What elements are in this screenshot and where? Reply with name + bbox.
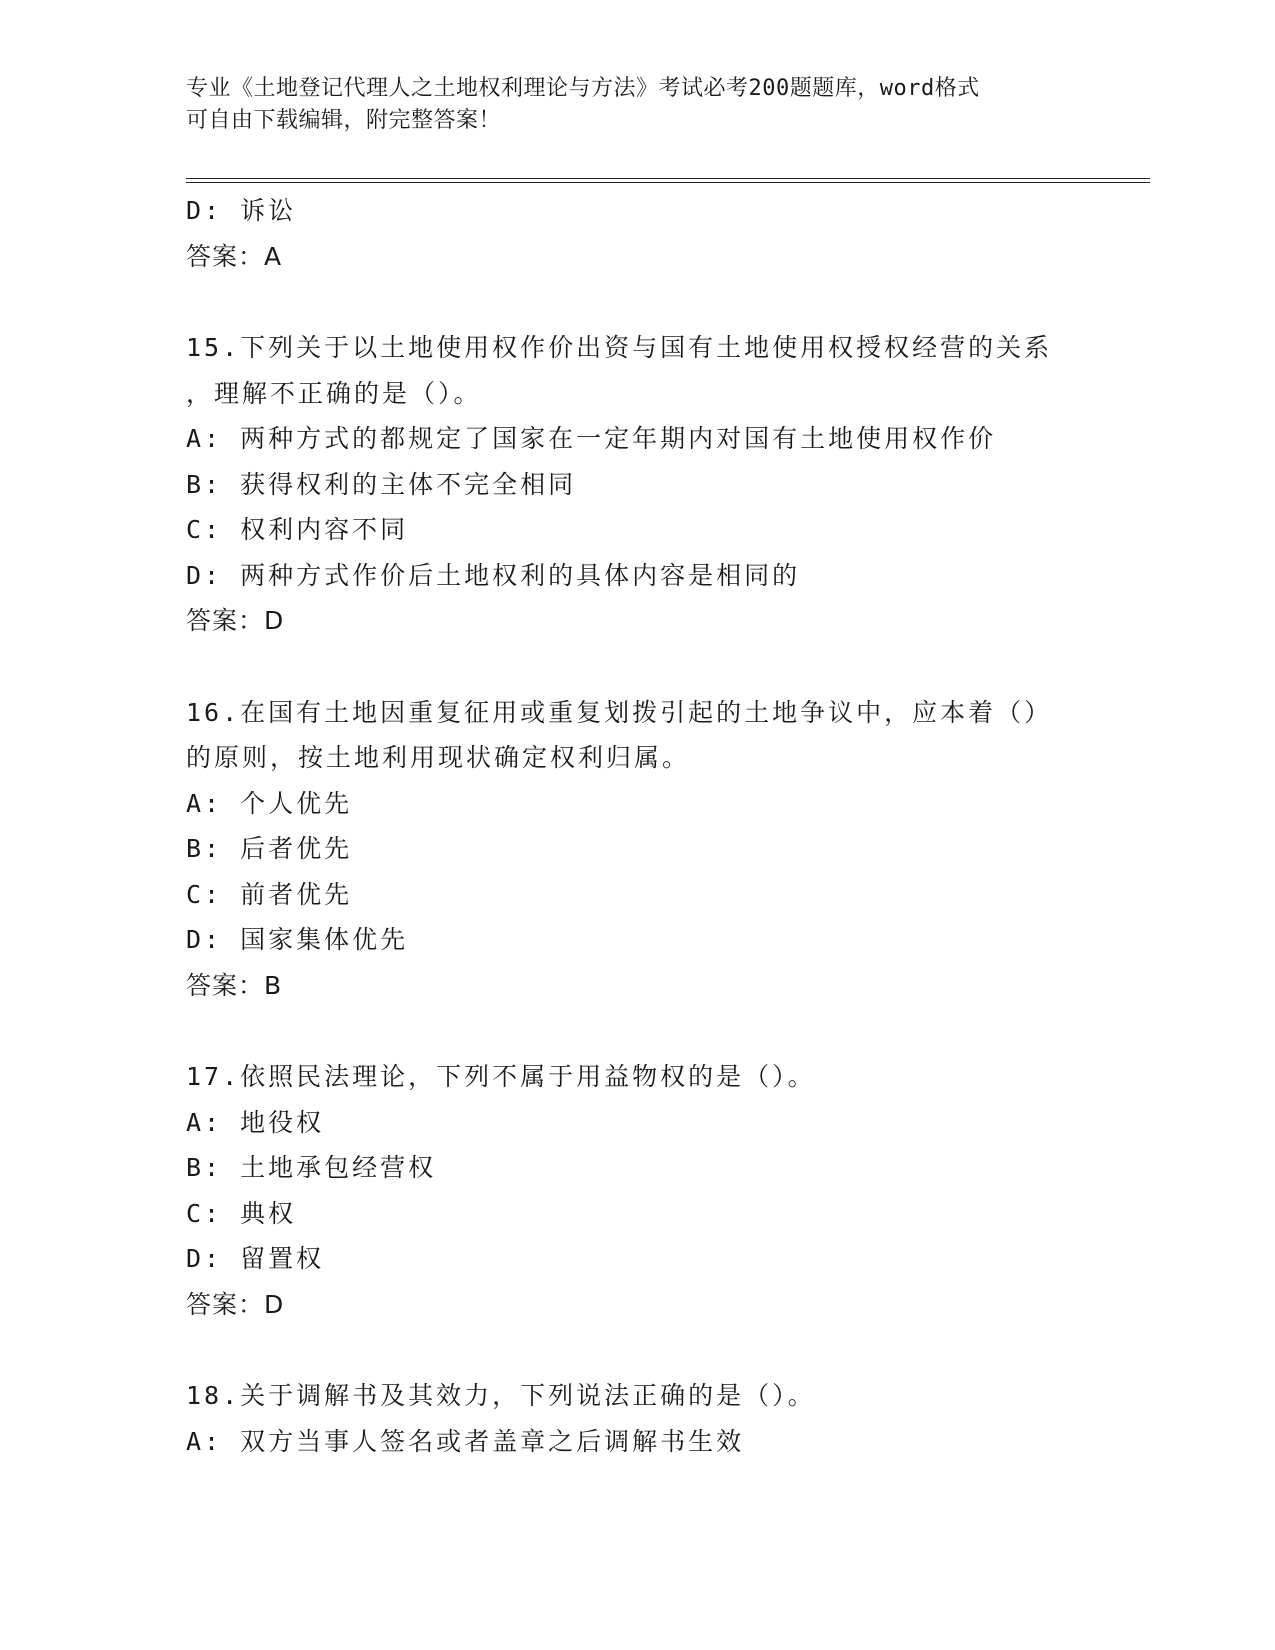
option-a: A: 个人优先	[186, 788, 353, 818]
header-rule-bottom	[186, 182, 1150, 183]
question-15	[186, 325, 1086, 644]
header-rule-top	[186, 178, 1150, 179]
answer: 答案：A	[186, 241, 283, 271]
question-18	[186, 1373, 1086, 1464]
question-text: 16.在国有土地因重复征用或重复划拨引起的土地争议中，应本着（）	[186, 697, 1053, 727]
question-list	[186, 188, 1086, 1464]
option-a: A: 地役权	[186, 1107, 325, 1137]
prev-question-tail	[186, 188, 1086, 279]
header-line-1: 专业《土地登记代理人之土地权利理论与方法》考试必考200题题库，word格式	[186, 76, 980, 101]
question-16	[186, 690, 1086, 1009]
option-b: B: 获得权利的主体不完全相同	[186, 469, 577, 499]
option-c: C: 前者优先	[186, 879, 353, 909]
document-header	[186, 73, 1086, 137]
question-text-cont: 的原则，按土地利用现状确定权利归属。	[186, 743, 691, 772]
question-text: 17.依照民法理论，下列不属于用益物权的是（）。	[186, 1062, 816, 1091]
question-17	[186, 1054, 1086, 1327]
option-d: D: 诉讼	[186, 196, 297, 225]
question-text: 15.下列关于以土地使用权作价出资与国有土地使用权授权经营的关系	[186, 333, 1053, 362]
option-d: D: 两种方式作价后土地权利的具体内容是相同的	[186, 560, 801, 590]
option-a: A: 双方当事人签名或者盖章之后调解书生效	[186, 1426, 745, 1456]
option-d: D: 留置权	[186, 1244, 325, 1273]
option-b: B: 土地承包经营权	[186, 1153, 437, 1182]
header-line-2: 可自由下载编辑，附完整答案！	[186, 108, 502, 133]
option-d: D: 国家集体优先	[186, 925, 409, 954]
question-text: 18.关于调解书及其效力，下列说法正确的是（）。	[186, 1381, 816, 1410]
question-text-cont: ，理解不正确的是（）。	[186, 378, 482, 408]
option-c: C: 典权	[186, 1198, 297, 1228]
option-c: C: 权利内容不同	[186, 515, 409, 544]
option-b: B: 后者优先	[186, 834, 353, 863]
answer: 答案：B	[186, 970, 283, 1000]
option-a: A: 两种方式的都规定了国家在一定年期内对国有土地使用权作价	[186, 424, 997, 453]
answer: 答案：D	[186, 606, 285, 635]
answer: 答案：D	[186, 1289, 285, 1319]
